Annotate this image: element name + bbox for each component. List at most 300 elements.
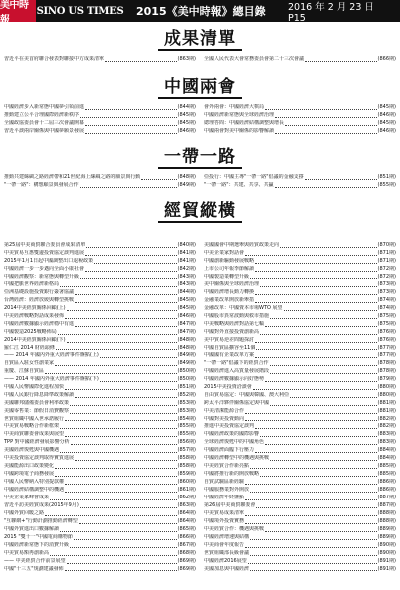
entry-title: 美國聯邦儲備委員會利率政策 xyxy=(4,399,70,406)
issue-number: (840期) xyxy=(177,242,196,248)
dot-leader xyxy=(255,452,377,453)
index-entry xyxy=(204,297,396,305)
section-title: 經貿縱橫 xyxy=(164,201,236,221)
dot-leader xyxy=(67,342,177,343)
index-entry xyxy=(4,120,196,128)
dot-leader xyxy=(75,397,177,398)
index-entry xyxy=(4,266,196,274)
dot-leader xyxy=(260,286,377,287)
dot-leader xyxy=(65,570,177,571)
index-entry xyxy=(204,313,396,321)
issue-number: (882期) xyxy=(377,415,396,422)
entry-title: 美國加息與中國經濟 xyxy=(204,565,250,572)
index-entry xyxy=(204,526,396,534)
dot-leader xyxy=(255,302,377,303)
entry-title: 中國經濟數據顯示經濟穩中有進 xyxy=(4,320,75,327)
index-entry xyxy=(204,518,396,526)
entry-title: 金融改革：中國資本市場WTO 展望 xyxy=(204,305,283,312)
dot-leader xyxy=(270,318,377,319)
dot-leader xyxy=(285,125,377,126)
issue-number: (872期) xyxy=(377,265,396,272)
dot-leader xyxy=(265,326,377,327)
index-entry xyxy=(204,120,396,128)
index-entry xyxy=(4,479,196,487)
dot-leader xyxy=(284,310,377,311)
entry-title: 中美經貿合作新亮點 xyxy=(204,462,250,469)
entry-title: 中美清潔能源合作 xyxy=(204,407,245,414)
dot-leader xyxy=(100,357,177,358)
index-entry xyxy=(204,400,396,408)
index-entry xyxy=(4,408,196,416)
entry-title: 中國服務業對外開放 xyxy=(204,486,250,493)
entry-title: 羅仁江 2014 財經頭條 xyxy=(4,344,55,351)
entry-title: 2015年1月1日起中國調整出口退稅政策 xyxy=(4,257,94,264)
index-entry xyxy=(4,455,196,463)
index-entry xyxy=(4,337,196,345)
left-column xyxy=(4,174,196,190)
index-entry xyxy=(204,542,396,550)
index-entry xyxy=(4,289,196,297)
entry-title: 中國製造2025戰略佈局 xyxy=(4,328,57,335)
entry-title: 2014中美經貿關係回顧(下) xyxy=(4,336,66,343)
issue-number: (887期) xyxy=(377,502,396,509)
index-entry xyxy=(4,242,196,250)
index-entry xyxy=(204,384,396,392)
dot-leader xyxy=(65,492,177,493)
dot-leader xyxy=(250,492,377,493)
dot-leader xyxy=(250,570,377,571)
entry-title: 世貿組織部長級會議 xyxy=(204,549,250,556)
entry-title: 跨太平洋夥伴關係協定與中國 xyxy=(204,399,270,406)
issue-number: (845期) xyxy=(177,119,196,126)
entry-title: —— 中美經貿合作前景展望 xyxy=(4,557,66,564)
index-entry xyxy=(204,274,396,282)
dot-leader xyxy=(141,179,176,180)
index-entry xyxy=(204,510,396,518)
entry-title: 推動建立公平合理國際經濟新秩序 xyxy=(4,111,80,118)
section-underline xyxy=(158,221,242,223)
issue-number: (886期) xyxy=(377,478,396,485)
entry-title: 中國自貿區擴容至11個 xyxy=(204,344,256,351)
dot-leader xyxy=(250,278,377,279)
issue-number: (864期) xyxy=(177,518,196,525)
issue-number: (883期) xyxy=(377,439,396,446)
entry-title: 中美貿易戰略合作新框架 xyxy=(4,423,60,430)
dot-leader xyxy=(250,555,377,556)
index-entry xyxy=(204,463,396,471)
entry-title: 自由貿易協定：中國與韓國、澳大利亞 xyxy=(204,391,290,398)
entry-title: 世貿組織中國入世承諾履行 xyxy=(4,415,65,422)
dot-leader xyxy=(75,460,177,461)
entry-title: "一帶一路"倡議下的經貿合作 xyxy=(204,360,269,367)
entry-title: 中國人民幣國際化進程加快 xyxy=(4,384,65,391)
index-entry xyxy=(204,352,396,360)
dot-leader xyxy=(105,61,177,62)
entry-title: 重慶、江蘇自貿區 xyxy=(4,368,45,375)
issue-number: (891期) xyxy=(377,557,396,564)
entry-title: 推進中美投資協定談判 xyxy=(204,423,255,430)
index-entry xyxy=(4,558,196,566)
issue-number: (882期) xyxy=(377,423,396,430)
left-column xyxy=(4,242,196,573)
entry-title: 2015中美投資洽談會 xyxy=(204,384,252,391)
entry-title: 中美企業家峰會成果 xyxy=(4,494,50,501)
index-entry xyxy=(4,297,196,305)
dot-leader xyxy=(253,389,377,390)
issue-number: (869期) xyxy=(177,565,196,572)
issue-number: (885期) xyxy=(377,470,396,477)
dot-leader xyxy=(265,444,377,445)
dot-leader xyxy=(275,117,377,118)
entry-title: 上市公司年報季節解讀 xyxy=(204,265,255,272)
index-entry xyxy=(4,345,196,353)
index-entry xyxy=(4,128,196,136)
issue-number: (854期) xyxy=(177,415,196,422)
section-title: 成果清單 xyxy=(164,29,236,49)
index-entry xyxy=(204,392,396,400)
dot-leader xyxy=(248,563,377,564)
issue-number: (886期) xyxy=(377,486,396,493)
issue-number: (842期) xyxy=(177,265,196,272)
dot-leader xyxy=(65,389,177,390)
entry-title: 中國經濟增速與結構 xyxy=(204,533,250,540)
issue-number: (888期) xyxy=(377,518,396,525)
index-entry xyxy=(4,281,196,289)
entry-title: 亞投行：中國主導"一帶一路"倡議的金融支撐 xyxy=(204,174,304,180)
entry-title: 中國經濟增長動力轉換 xyxy=(204,289,255,296)
issue-number: (847期) xyxy=(177,328,196,335)
section-header-belt-and-road xyxy=(0,148,400,169)
right-column xyxy=(204,174,396,190)
entry-title: 中美商貿聯委會成果與展望 xyxy=(4,431,65,438)
index-entry xyxy=(4,305,196,313)
issue-number: (888期) xyxy=(377,510,396,517)
index-entry xyxy=(4,447,196,455)
issue-number: (884期) xyxy=(377,455,396,462)
index-entry xyxy=(4,174,196,182)
dot-leader xyxy=(245,255,377,256)
issue-number: (867期) xyxy=(177,541,196,548)
issue-number: (871期) xyxy=(377,249,396,256)
dot-leader xyxy=(75,326,177,327)
entry-title: 第25屆中美商貿聯合委員會成果清單 xyxy=(4,242,86,248)
entry-title: 第26屆中美商貿聯委會 xyxy=(204,502,256,509)
index-entry xyxy=(4,360,196,368)
entry-title: 中國股市異常波動與救市措施 xyxy=(204,313,270,319)
issue-number: (858期) xyxy=(177,455,196,462)
entry-title: 中國將推行新的開放戰略 xyxy=(204,470,260,477)
index-entry xyxy=(204,266,396,274)
index-entry xyxy=(4,258,196,266)
dot-leader xyxy=(60,531,177,532)
issue-number: (845期) xyxy=(177,297,196,304)
issue-number: (890期) xyxy=(377,541,396,548)
index-entry xyxy=(4,352,196,360)
issue-number: (881期) xyxy=(377,407,396,414)
issue-number: (887期) xyxy=(377,494,396,501)
entry-title: 中國經濟觀察：新常態與轉型升級 xyxy=(4,273,80,280)
dot-leader xyxy=(60,452,177,453)
issue-number: (863期) xyxy=(177,502,196,509)
index-entry xyxy=(204,250,396,258)
right-column xyxy=(204,56,396,64)
entry-title: "一帶一路"：共建、共享、共贏 xyxy=(204,181,274,188)
issue-number: (891期) xyxy=(377,565,396,572)
entry-title: 金融業改革開放新舉措 xyxy=(204,297,255,304)
dot-leader xyxy=(275,187,377,188)
dot-leader xyxy=(75,294,177,295)
index-entry xyxy=(204,439,396,447)
issue-number: (850期) xyxy=(177,376,196,383)
dot-leader xyxy=(255,294,377,295)
section-entries xyxy=(4,104,396,136)
issue-number: (877期) xyxy=(377,352,396,359)
index-entry xyxy=(204,534,396,542)
entry-title: 中國兩會對美中關係的影響解讀 xyxy=(204,127,275,134)
issue-number: (845期) xyxy=(177,111,196,118)
index-entry xyxy=(204,104,396,112)
issue-number: (846期) xyxy=(177,313,196,319)
dot-leader xyxy=(86,247,176,248)
dot-leader xyxy=(65,436,177,437)
issue-number: (890期) xyxy=(377,549,396,556)
entry-title: 中國創新驅動發展戰略 xyxy=(204,257,255,264)
entry-title: 中國經濟政策的國際影響 xyxy=(204,431,260,438)
section-underline xyxy=(158,167,242,169)
entry-title: 中國經濟結構調整中的機遇 xyxy=(4,486,65,493)
index-entry xyxy=(4,321,196,329)
entry-title: 中國對外直接投資創新高 xyxy=(204,328,260,335)
dot-leader xyxy=(80,507,177,508)
issue-number: (860期) xyxy=(177,478,196,485)
issue-number: (872期) xyxy=(377,273,396,280)
issue-number: (863期) xyxy=(177,56,196,62)
entry-title: 中美戰略與經濟對話第七輪 xyxy=(204,320,265,327)
entry-title: 中國國有企業改革方案 xyxy=(204,352,255,359)
issue-number: (864期) xyxy=(177,510,196,517)
issue-number: (873期) xyxy=(377,289,396,296)
dot-leader xyxy=(265,109,377,110)
issue-date: 2016 年 2 月 23 日 P15 xyxy=(288,0,400,22)
dot-leader xyxy=(70,413,177,414)
dot-leader xyxy=(270,405,377,406)
index-entry xyxy=(4,439,196,447)
issue-number: (849期) xyxy=(177,352,196,359)
entry-title: 習近平訪美經貿成果(2015年9月) xyxy=(4,502,79,509)
index-entry xyxy=(204,455,396,463)
index-entry xyxy=(4,416,196,424)
entry-title: 美國零售業：節假日消費觀察 xyxy=(4,407,70,414)
section-header-economy-trade xyxy=(0,202,400,223)
entry-title: 中國經濟步入新常態中國夢引領前進 xyxy=(4,104,85,110)
index-entry xyxy=(4,463,196,471)
index-entry xyxy=(4,518,196,526)
dot-leader xyxy=(58,334,177,335)
entry-title: 中國跨境電子商務發展 xyxy=(4,470,55,477)
index-entry xyxy=(4,542,196,550)
issue-number: (862期) xyxy=(177,494,196,501)
dot-leader xyxy=(67,563,177,564)
issue-number: (843期) xyxy=(177,273,196,280)
left-column xyxy=(4,56,196,64)
index-entry xyxy=(204,242,396,250)
section-entries xyxy=(4,242,396,573)
dot-leader xyxy=(85,271,177,272)
index-entry xyxy=(204,431,396,439)
index-entry xyxy=(4,510,196,518)
entry-title: 中美商會年度報告 xyxy=(204,541,245,548)
dot-leader xyxy=(270,365,377,366)
entry-title: "互聯網+"行動計劃推動經濟轉型 xyxy=(4,518,78,525)
dot-leader xyxy=(250,468,377,469)
section-header-achievements xyxy=(0,30,400,51)
dot-leader xyxy=(75,302,177,303)
right-column xyxy=(204,104,396,136)
entry-title: 美國國會中期選舉與經貿政策走向 xyxy=(204,242,280,248)
index-entry xyxy=(4,104,196,112)
issue-number: (884期) xyxy=(377,447,396,454)
index-entry xyxy=(204,408,396,416)
dot-leader xyxy=(56,349,177,350)
index-entry xyxy=(204,56,396,64)
index-entry xyxy=(204,416,396,424)
index-entry xyxy=(4,471,196,479)
issue-number: (868期) xyxy=(177,549,196,556)
issue-number: (876期) xyxy=(377,336,396,343)
dot-leader xyxy=(74,539,177,540)
dot-leader xyxy=(50,555,177,556)
dot-leader xyxy=(245,413,377,414)
entry-title: 中國外貿回暖之路 xyxy=(4,510,45,517)
issue-number: (874期) xyxy=(377,305,396,312)
entry-title: 美國經濟復甦與中國機遇 xyxy=(4,447,60,454)
issue-number: (865期) xyxy=(177,526,196,533)
issue-number: (878期) xyxy=(377,368,396,375)
dot-leader xyxy=(55,365,177,366)
issue-number: (858期) xyxy=(177,462,196,469)
issue-number: (845期) xyxy=(377,104,396,110)
entry-title: 中美貿易額再創新高 xyxy=(4,549,50,556)
issue-number: (846期) xyxy=(177,127,196,134)
issue-number: (849期) xyxy=(177,181,196,188)
entry-title: 全球經濟復甦中的中國角色 xyxy=(204,439,265,446)
section-title: 中國兩會 xyxy=(164,77,236,97)
issue-number: (848期) xyxy=(177,344,196,351)
dot-leader xyxy=(256,507,376,508)
dot-leader xyxy=(71,444,177,445)
entry-title: 中國對美投資動向 xyxy=(204,415,245,422)
issue-number: (871期) xyxy=(377,257,396,264)
entry-title: 自貿試驗區新經驗 xyxy=(204,478,245,485)
entry-title: 中國經濟數據顯示向好態勢 xyxy=(204,376,265,383)
index-entry xyxy=(204,305,396,313)
entry-title: 中國把脈世界經濟新格局 xyxy=(4,281,60,288)
issue-number: (889期) xyxy=(377,526,396,533)
dot-leader xyxy=(256,349,376,350)
section-entries xyxy=(4,174,396,190)
entry-title: 美中貿易逆差問題探討 xyxy=(204,336,255,343)
dot-leader xyxy=(245,515,377,516)
section-header-two-sessions xyxy=(0,78,400,99)
entry-title: 中美企業家對話會 xyxy=(204,249,245,256)
index-entry xyxy=(204,368,396,376)
issue-number: (843期) xyxy=(177,281,196,288)
index-entry xyxy=(4,400,196,408)
issue-number: (879期) xyxy=(377,376,396,383)
issue-number: (851期) xyxy=(377,174,396,180)
issue-number: (875期) xyxy=(377,320,396,327)
issue-number: (855期) xyxy=(177,431,196,438)
entry-title: 中美經濟戰略對話成果發佈 xyxy=(4,313,65,319)
index-entry xyxy=(4,182,196,190)
entry-title: 中美貿易互惠雙邊投資協定談判進展 xyxy=(4,249,85,256)
dot-leader xyxy=(80,117,177,118)
right-column xyxy=(204,242,396,573)
issue-number: (877期) xyxy=(377,344,396,351)
dot-leader xyxy=(280,247,377,248)
dot-leader xyxy=(80,187,177,188)
entry-title: 自貿區入駐女性創業家 xyxy=(4,360,55,367)
dot-leader xyxy=(60,286,177,287)
index-entry xyxy=(204,128,396,136)
entry-title: 中國外貿進出口數據解讀 xyxy=(4,526,60,533)
dot-leader xyxy=(265,531,377,532)
issue-number: (846期) xyxy=(377,127,396,134)
entry-title: 中美貿易成果清單 xyxy=(204,510,245,517)
index-entry xyxy=(204,258,396,266)
issue-number: (844期) xyxy=(177,104,196,110)
issue-number: (885期) xyxy=(377,462,396,469)
issue-number: (841期) xyxy=(177,249,196,256)
issue-number: (874期) xyxy=(377,297,396,304)
dot-leader xyxy=(275,133,377,134)
dot-leader xyxy=(100,381,177,382)
index-entry xyxy=(204,479,396,487)
entry-title: 美國能源出口政策變化 xyxy=(4,462,55,469)
dot-leader xyxy=(250,539,377,540)
entry-title: 中國經濟進入高質量發展階段 xyxy=(204,368,270,375)
dot-leader xyxy=(70,405,177,406)
index-entry xyxy=(204,182,396,190)
issue-number: (869期) xyxy=(177,557,196,564)
entry-title: —— 2014 年國內外重大經濟事件盤點(上) xyxy=(4,352,99,359)
issue-number: (849期) xyxy=(177,360,196,367)
dot-leader xyxy=(245,484,377,485)
dot-leader xyxy=(55,476,177,477)
entry-title: 中國境外投資實務 xyxy=(204,518,245,525)
dot-leader xyxy=(260,334,377,335)
issue-number: (873期) xyxy=(377,281,396,288)
issue-number: (848期) xyxy=(177,174,196,180)
dot-leader xyxy=(255,271,377,272)
index-entry xyxy=(204,321,396,329)
issue-number: (851期) xyxy=(177,384,196,391)
entry-title: 習近平談兩岸關係與中國夢願景發展 xyxy=(4,127,85,134)
issue-number: (878期) xyxy=(377,360,396,367)
dot-leader xyxy=(255,342,377,343)
entry-title: 會外兩會：中國經濟大棋局 xyxy=(204,104,265,110)
index-entry xyxy=(4,384,196,392)
section-underline xyxy=(158,49,242,51)
index-entry xyxy=(204,502,396,510)
dot-leader xyxy=(50,499,177,500)
dot-leader xyxy=(60,428,177,429)
dot-leader xyxy=(260,436,377,437)
page-title: 2015《美中時報》總目錄 xyxy=(124,0,288,22)
index-entry xyxy=(4,56,196,64)
issue-number: (866期) xyxy=(177,533,196,540)
index-entry xyxy=(204,360,396,368)
